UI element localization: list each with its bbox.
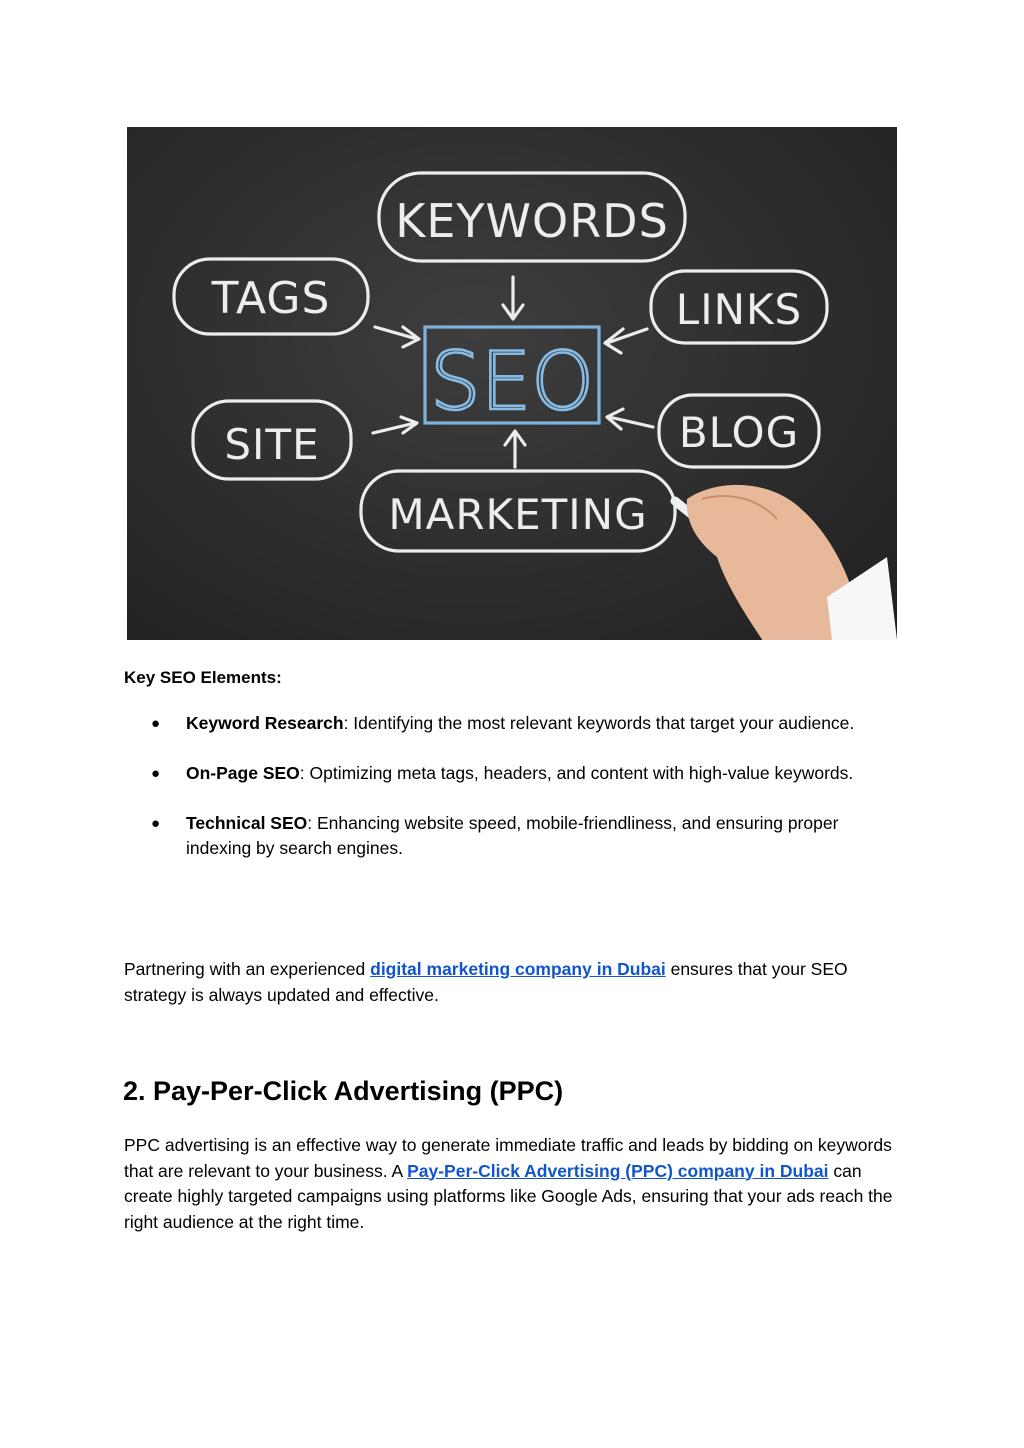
ppc-text-after: can create highly targeted campaigns using platforms like Google Ads, ensuring that your ads reach the right audience at the right time. bbox=[124, 1160, 893, 1232]
links-word: LINKS bbox=[675, 285, 803, 334]
bullet-text: : Optimizing meta tags, headers, and content with high-value keywords. bbox=[299, 763, 854, 783]
partner-text-after: ensures that your SEO strategy is always updated and effective. bbox=[124, 959, 848, 1005]
site-word: SITE bbox=[224, 420, 320, 469]
bullet-term: On-Page SEO bbox=[186, 763, 300, 783]
seo-word: SEO bbox=[429, 335, 595, 428]
hand-icon bbox=[675, 485, 897, 640]
ppc-text-before: PPC advertising is an effective way to generate immediate traffic and leads by bidding on keywords that are relevant to your business. A bbox=[124, 1135, 892, 1181]
digital-marketing-company-link[interactable]: digital marketing company in Dubai bbox=[370, 959, 666, 979]
bullet-term: Technical SEO bbox=[186, 813, 308, 833]
ppc-paragraph bbox=[124, 1133, 904, 1235]
bullet-icon: ● bbox=[151, 815, 161, 832]
bullet-text: : Enhancing website speed, mobile-friendliness, and ensuring proper indexing by search engines. bbox=[186, 813, 839, 858]
partner-paragraph bbox=[124, 957, 904, 1008]
blog-word: BLOG bbox=[678, 408, 800, 457]
key-seo-elements-list bbox=[124, 711, 904, 886]
seo-chalkboard-image bbox=[127, 127, 897, 640]
ppc-heading: 2. Pay-Per-Click Advertising (PPC) bbox=[123, 1076, 564, 1106]
bullet-icon: ● bbox=[151, 715, 161, 732]
list-item bbox=[124, 711, 904, 736]
marketing-word: MARKETING bbox=[388, 490, 648, 539]
bullet-text: : Identifying the most relevant keywords that target your audience. bbox=[343, 713, 855, 733]
keywords-word: KEYWORDS bbox=[395, 194, 669, 248]
ppc-company-link[interactable]: Pay-Per-Click Advertising (PPC) company in Dubai bbox=[407, 1160, 829, 1181]
partner-text-before: Partnering with an experienced bbox=[124, 959, 371, 979]
list-item bbox=[124, 811, 904, 861]
bullet-term: Keyword Research bbox=[186, 713, 344, 733]
tags-word: TAGS bbox=[211, 273, 331, 324]
list-item bbox=[124, 761, 904, 786]
bullet-icon: ● bbox=[151, 765, 161, 782]
key-seo-elements-heading: Key SEO Elements: bbox=[124, 668, 282, 687]
